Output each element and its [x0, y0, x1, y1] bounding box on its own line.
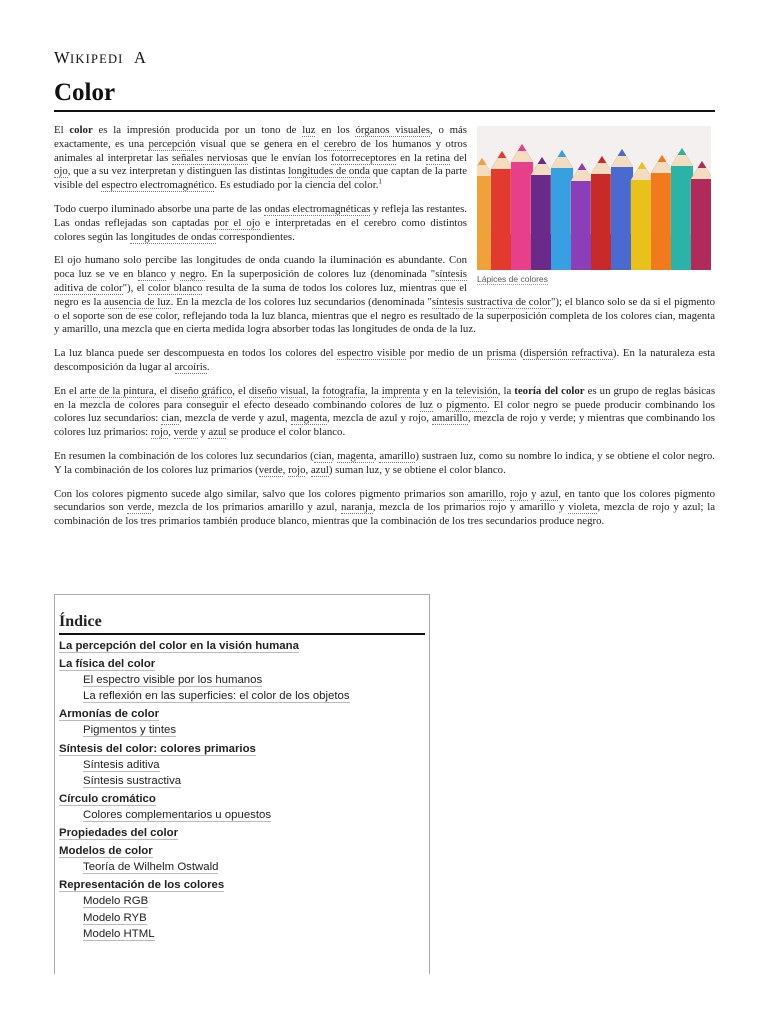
text: correspondientes. [216, 230, 295, 243]
toc-sublink-label: Modelo HTML [83, 927, 155, 940]
article-link[interactable]: negro [179, 268, 205, 281]
text: . El color negro se puede producir combinando los colores luz secundarios: [54, 398, 716, 425]
toc-link-label: Modelos de color [59, 845, 153, 858]
figure-caption: Lápices de colores [477, 274, 548, 284]
toc-sublink-label: El espectro visible por los humanos [83, 674, 263, 686]
article-link[interactable]: verde [127, 501, 152, 514]
pencil-body [631, 180, 653, 270]
article-link[interactable]: luz [302, 124, 316, 136]
article-link[interactable]: arcoíris [174, 360, 207, 373]
toc-link[interactable] [59, 844, 425, 859]
text: , [503, 487, 511, 500]
article-link[interactable]: prisma [486, 347, 517, 360]
pencil-body [571, 181, 593, 270]
article-link[interactable]: fotografía [322, 384, 366, 397]
text: es un grupo de reglas básicas en la mezcla de colores para conseguir el efecto deseado combinando colores de [54, 384, 716, 411]
toc-sublink-label: Modelo RGB [83, 895, 149, 908]
text: , el [232, 384, 249, 397]
article-link[interactable]: ondas electromagnéticas [264, 202, 371, 215]
text: que captan de la parte visible del [54, 165, 467, 192]
text: , mezcla de rojo y azul; la combinación de los tres primarios también produce blanco, mientras que la combinación de los tres secundarios produce negro. [54, 501, 715, 528]
text: , mezcla de rojo y verde; y mientras que combinando los colores luz primarios: [54, 412, 716, 439]
bold-term: teoría del color [514, 384, 585, 397]
text: y en la [420, 384, 456, 397]
toc-sublink[interactable] [59, 910, 425, 926]
toc-sublink[interactable] [59, 926, 425, 942]
text: , [331, 449, 338, 462]
text: y [527, 487, 541, 500]
toc-link-label: La percepción del color en la visión humana [59, 640, 299, 652]
toc-link[interactable] [59, 792, 425, 807]
toc-section [59, 792, 425, 823]
text: del [450, 151, 468, 164]
text: , [373, 449, 380, 462]
text: en los [315, 124, 356, 136]
toc-sublink-label: Síntesis aditiva [83, 758, 160, 771]
article-link[interactable]: espectro electromagnético [101, 179, 215, 192]
article-link[interactable]: azul [208, 426, 227, 439]
text: La luz blanca puede ser descompuesta en todos los colores del [54, 347, 338, 360]
article-link[interactable]: magenta [290, 412, 328, 425]
article-link[interactable]: fotorreceptores [331, 151, 397, 164]
toc-sublink-label: Síntesis sustractiva [83, 774, 182, 787]
article-link[interactable]: retina [425, 151, 451, 164]
article-link[interactable]: cian [161, 412, 180, 425]
pencil-body [591, 174, 613, 270]
paragraph [54, 347, 715, 375]
text: , o más exactamente, es una [54, 124, 468, 150]
toc-link-label: Representación de los colores [59, 879, 225, 892]
article-link[interactable]: diseño visual [248, 384, 306, 397]
text: y [197, 426, 209, 439]
toc-list [59, 639, 425, 942]
bold-term: color [69, 124, 93, 136]
article-link[interactable]: cerebro [323, 137, 357, 150]
text: que le envían los [247, 151, 332, 164]
article-link[interactable]: longitudes de ondas [130, 230, 217, 243]
article-link[interactable]: azul [540, 487, 559, 500]
article-link[interactable]: arte de la pintura [79, 384, 154, 397]
toc-link[interactable] [59, 878, 425, 893]
article-link[interactable]: espectro visible [337, 347, 406, 360]
article-link[interactable]: amarillo [467, 487, 504, 500]
text: . Es estudiado por la ciencia del color. [214, 179, 379, 192]
pencil-body [491, 169, 513, 270]
pencil-body [671, 166, 693, 270]
text: . En la mezcla de los colores luz secundarios (denominada " [170, 295, 432, 308]
svg-text:IKIPEDI: IKIPEDI [70, 52, 124, 66]
article-link[interactable]: verde [258, 463, 283, 476]
article-link[interactable]: cian [313, 449, 332, 462]
text: ). En la naturaleza esta descomposición da lugar al [54, 347, 716, 373]
text: . [206, 360, 210, 373]
toc-section [59, 657, 425, 704]
toc-sublink-label: Colores complementarios u opuestos [83, 809, 272, 822]
toc-sublink[interactable] [59, 859, 425, 875]
article-link[interactable]: verde [173, 426, 198, 439]
pencil-body [477, 176, 493, 270]
text: . En la superposición de colores luz (denominada " [204, 268, 436, 281]
text: se produce el color blanco. [226, 426, 346, 439]
article-link[interactable]: violeta [568, 501, 598, 514]
article-body [54, 124, 715, 529]
text: , mezcla de los primarios amarillo y azul, [151, 501, 341, 514]
article-link[interactable]: color blanco [148, 281, 203, 294]
text: ( [516, 347, 524, 360]
article-link[interactable]: blanco [137, 268, 167, 281]
toc-sublink[interactable] [59, 893, 425, 909]
text: , la [365, 384, 382, 397]
toc-link[interactable] [59, 742, 425, 757]
text: , en tanto que los colores pigmento secundarios son [54, 487, 716, 514]
article-link[interactable]: amarillo [431, 412, 468, 425]
article-link[interactable]: ojo [54, 165, 68, 178]
toc-link[interactable] [59, 657, 425, 672]
toc-section [59, 742, 425, 789]
toc-sublink-label: Modelo RYB [83, 911, 147, 924]
toc-sublink-label: Pigmentos y tintes [83, 724, 177, 737]
pencil-body [651, 173, 673, 270]
toc-sublink[interactable] [59, 688, 425, 704]
toc-sublink[interactable] [59, 672, 425, 688]
text: , mezcla de azul y rojo, [327, 412, 432, 425]
toc-link-label: Propiedades del color [59, 827, 179, 840]
text: o [432, 398, 447, 411]
text: , el [153, 384, 171, 397]
wikipedia-logo[interactable] [54, 48, 715, 68]
pencil-body [511, 162, 533, 270]
toc-section [59, 878, 425, 942]
article-link[interactable]: dispersión refractiva [523, 347, 613, 360]
article-link[interactable]: síntesis aditiva de color [54, 268, 467, 294]
text: , la [497, 384, 515, 397]
toc-sublink[interactable] [59, 773, 425, 789]
article-link[interactable]: rojo [150, 426, 169, 439]
article-link[interactable]: luz [419, 398, 433, 411]
paragraph [54, 488, 715, 529]
toc-title: Índice [59, 613, 425, 635]
toc-section [59, 707, 425, 738]
text: En el [54, 384, 80, 397]
text: , [168, 426, 174, 439]
pencil-body [551, 168, 573, 270]
article-link[interactable]: longitudes de onda [288, 165, 370, 178]
toc-link-label: Armonías de color [59, 708, 160, 721]
text: y refleja las restantes. Las ondas reflejadas son captadas [54, 202, 467, 229]
toc-section [59, 844, 425, 875]
svg-text:W: W [54, 48, 71, 67]
article-link[interactable]: naranja [340, 501, 373, 514]
table-of-contents [54, 594, 430, 974]
toc-link[interactable] [59, 826, 425, 841]
page-title: Color [54, 78, 715, 112]
toc-sublink[interactable] [59, 722, 425, 738]
text: es la impresión producida por un tono de [92, 124, 303, 136]
article-link[interactable]: amarillo [379, 449, 416, 462]
article-link[interactable]: percepción [148, 137, 196, 150]
toc-sublink-label: Teoría de Wilhelm Ostwald [83, 861, 219, 874]
infobox-figure [477, 126, 711, 287]
text: , [305, 463, 311, 476]
toc-sublink-label: La reflexión en las superficies: el color de los objetos [83, 690, 350, 703]
reference-link[interactable]: 1 [378, 177, 382, 186]
toc-link-label: Círculo cromático [59, 793, 156, 806]
pencil-body [691, 179, 711, 270]
text: El [54, 124, 70, 136]
paragraph [54, 385, 715, 440]
paragraph [54, 450, 715, 478]
text: , [282, 463, 289, 476]
article-link[interactable]: rojo [510, 487, 528, 500]
toc-link-label: Síntesis del color: colores primarios [59, 742, 256, 755]
text: "); el blanco solo se da si el pigmento o el soporte son de ese color, reflejando toda la luz blanca, mientras que el negro es resultado de la superposición completa de los colores cian, magenta y amarillo, una mezcla que en cierta medida logra absorber todas las longitudes de onda de la luz. [54, 295, 715, 336]
text: en la [396, 151, 426, 164]
text: Todo cuerpo iluminado absorbe una parte de las [54, 202, 265, 215]
article-link[interactable]: magenta [337, 449, 374, 462]
toc-sublink[interactable] [59, 757, 425, 773]
article-link[interactable]: señales nerviosas [171, 151, 248, 164]
article-link[interactable]: azul [310, 463, 329, 476]
article-link[interactable]: ausencia de luz [104, 295, 171, 308]
article-link[interactable]: por el ojo [214, 216, 261, 229]
text: por medio de un [405, 347, 487, 360]
text: resulta de la suma de todos los colores luz, mientras que el negro es la [54, 281, 467, 308]
article-link[interactable]: órganos visuales [355, 124, 431, 136]
text: ) sustraen luz, como su nombre lo indica, y se obtiene el color negro. Y la combinación de los colores luz primarios ( [54, 449, 715, 476]
toc-link-label: La física del color [59, 658, 156, 670]
text: , mezcla de los primarios rojo y amarillo y [372, 501, 569, 514]
text: , que a su vez interpretan y distinguen las distintas [67, 165, 289, 178]
text: Con los colores pigmento sucede algo similar, salvo que los colores pigmento primarios son [54, 487, 468, 500]
toc-link[interactable] [59, 707, 425, 722]
toc-section [59, 826, 425, 841]
article-link[interactable]: síntesis sustractiva de color [431, 295, 551, 308]
article-link[interactable]: pigmento [446, 398, 487, 411]
text: El ojo humano solo percibe las longitudes de onda cuando la iluminación es abundante. Con poca luz se ve en [54, 254, 467, 281]
article [54, 48, 715, 539]
text: e interpretadas en el cerebro como distintos colores según las [54, 216, 467, 243]
toc-section [59, 639, 425, 654]
colored-pencils-image[interactable] [477, 126, 711, 270]
text: visual que se genera en el [195, 137, 324, 150]
text: ) suman luz, y se obtiene el color blanco. [328, 463, 506, 476]
text: de los humanos y otros animales al interpretar las [54, 137, 468, 164]
wikipedia-wordmark [54, 48, 148, 68]
toc-sublink[interactable] [59, 807, 425, 823]
article-link[interactable]: diseño gráfico [170, 384, 233, 397]
article-link[interactable]: televisión [455, 384, 498, 397]
toc-link[interactable] [59, 639, 425, 654]
text: , la [305, 384, 323, 397]
article-link[interactable]: imprenta [381, 384, 421, 397]
pencil-body [611, 167, 633, 270]
pencil-body [531, 175, 553, 270]
svg-text:A: A [134, 48, 147, 67]
text: , mezcla de verde y azul, [179, 412, 291, 425]
text: "), el [122, 281, 148, 294]
text: y [166, 268, 180, 281]
text: En resumen la combinación de los colores luz secundarios ( [54, 449, 314, 462]
article-link[interactable]: rojo [288, 463, 306, 476]
